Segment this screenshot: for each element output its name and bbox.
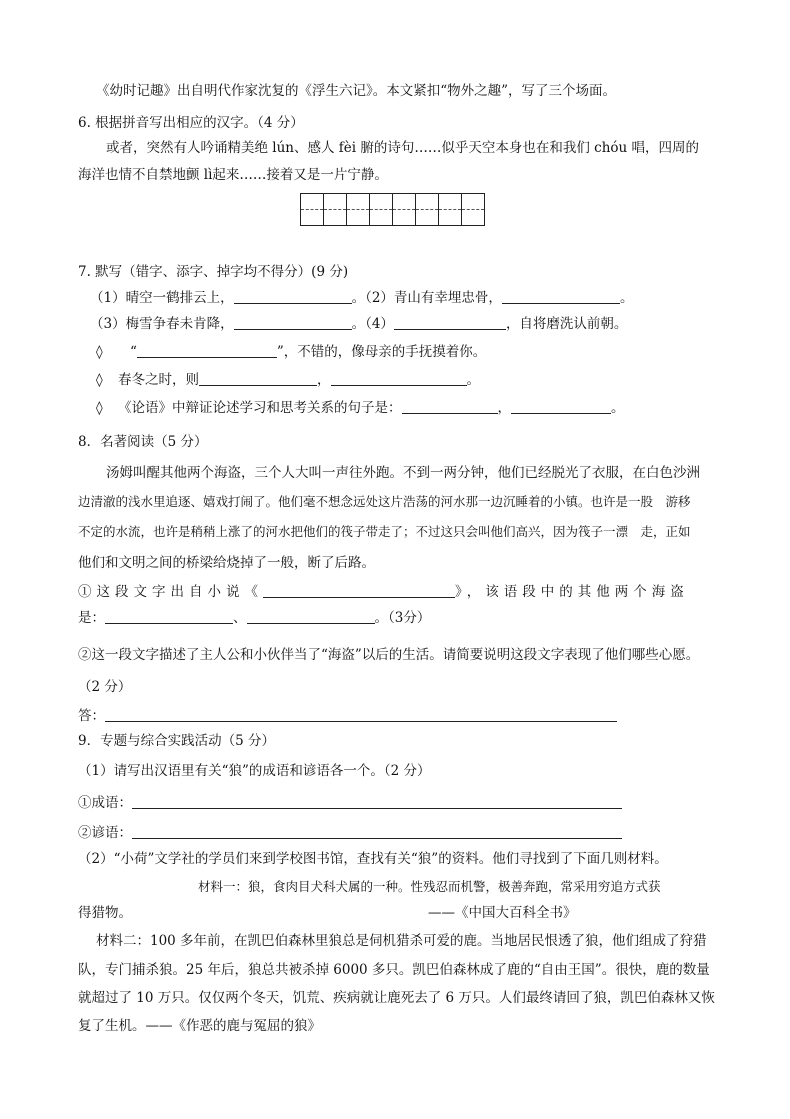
material1-line1: 材料一：狼，食肉目犬科犬属的一种。性残忍而机警，极善奔跑，常采用穷追方式获 [198, 879, 661, 894]
q6-text-line2: 海洋也情不自禁地颤 lì起来……接着又是一片宁静。 [78, 167, 388, 183]
material2-line4: 复了生机。——《作恶的鹿与冤屈的狼》 [78, 1018, 321, 1034]
material2-line1: 材料二：100 多年前，在凯巴伯森林里狼总是伺机猎杀可爱的鹿。当地居民恨透了狼，他们组成了狩猎 [96, 933, 707, 949]
blank-3[interactable] [234, 315, 352, 330]
blank-pirate-2[interactable] [247, 609, 375, 624]
q9-sub1: （1）请写出汉语里有关“狼”的成语和谚语各一个。（2 分） [78, 763, 431, 779]
q7-row2: （3）梅雪争春未肯降， 。（4） ，自将磨洗认前朝。 [90, 316, 628, 332]
q6-text-line1: 或者，突然有人吟诵精美绝 lún、感人 fèi 腑的诗句……似乎天空本身也在和我们 chóu 唱，四周的 [106, 140, 700, 156]
blank-book-title[interactable] [263, 583, 455, 598]
blank-4[interactable] [394, 315, 506, 330]
blank-1[interactable] [234, 289, 352, 304]
blank-7[interactable] [331, 371, 467, 386]
q7-bullet3: ◊ 《论语》中辩证论述学习和思考关系的句子是： ， 。 [96, 400, 625, 416]
q8-title: 8．名著阅读（5 分） [78, 434, 208, 450]
q7-bullet2: ◊ 春冬之时，则 ， 。 [96, 372, 480, 388]
material2-line2: 队，专门捕杀狼。25 年后，狼总共被杀掉 6000 多只。凯巴伯森林成了鹿的“自由王国”。很快，鹿的数量 [78, 962, 710, 978]
answer-grid[interactable] [300, 193, 485, 226]
blank-5[interactable] [137, 343, 277, 358]
q8-para-line4: 他们和文明之间的桥梁给烧掉了一般，断了后路。 [78, 555, 375, 571]
proverb-blank[interactable] [132, 824, 622, 839]
q9-proverb-line: ②谚语： [78, 823, 622, 843]
diamond-icon: ◊ [96, 344, 103, 360]
intro-line: 《幼时记趣》出自明代作家沈复的《浮生六记》。本文紧扣“物外之趣”，写了三个场面。 [96, 83, 617, 99]
q8-para-line3: 不定的水流，也许是稍稍上涨了的河水把他们的筏子带走了；不过这只会叫他们高兴，因为筏子一漂 走，正如 [78, 524, 691, 539]
q8-sub2-question: ②这一段文字描述了主人公和小伙伴当了“海盗”以后的生活。请简要说明这段文字表现了他们哪些心愿。 [78, 647, 700, 663]
blank-9[interactable] [511, 399, 611, 414]
material2-line3: 就超过了 10 万只。仅仅两个冬天，饥荒、疾病就让鹿死去了 6 万只。人们最终请回了狼，凯巴伯森林又恢 [78, 990, 715, 1006]
q6-title: 6. 根据拼音写出相应的汉字。（4 分） [78, 115, 304, 131]
diamond-icon: ◊ [96, 372, 103, 388]
q7-row1: （1）晴空一鹤排云上， 。（2）青山有幸埋忠骨， 。 [90, 290, 634, 306]
q8-sub1-line1: ①这段文字出自小说《 》，该语段中的其他两个海盗 [78, 584, 689, 600]
q8-sub2-score: （2 分） [78, 679, 132, 695]
q9-idiom-line: ①成语： [78, 793, 622, 813]
q8-para-line2: 边清澈的浅水里追逐、嬉戏打闹了。他们毫不想念远处这片浩荡的河水那一边沉睡着的小镇。也许是一股 游移 [78, 494, 691, 509]
blank-pirate-1[interactable] [105, 609, 233, 624]
diamond-icon: ◊ [96, 400, 103, 416]
q8-answer-line: 答： [78, 706, 617, 726]
q8-para-line1: 汤姆叫醒其他两个海盗，三个人大叫一声往外跑。不到一两分钟，他们已经脱光了衣服，在白色沙洲 [106, 465, 700, 481]
material1-line2: 得猎物。 [78, 905, 132, 921]
q7-bullet1: ◊ “ ”，不错的，像母亲的手抚摸着你。 [96, 344, 487, 360]
material1-source: ——《中国大百科全书》 [428, 905, 577, 921]
q9-sub2: （2）“小荷”文学社的学员们来到学校图书馆，查找有关“狼”的资料。他们寻找到了下面几则材料。 [78, 851, 668, 867]
blank-2[interactable] [502, 289, 620, 304]
answer-blank[interactable] [105, 707, 617, 722]
blank-6[interactable] [199, 371, 317, 386]
idiom-blank[interactable] [132, 794, 622, 809]
q9-title: 9．专题与综合实践活动（5 分） [78, 733, 275, 749]
q7-title: 7. 默写（错字、添字、掉字均不得分）(9 分) [78, 264, 349, 280]
q8-sub1-line2: 是： 、 。（3分） [78, 610, 431, 626]
blank-8[interactable] [402, 399, 498, 414]
